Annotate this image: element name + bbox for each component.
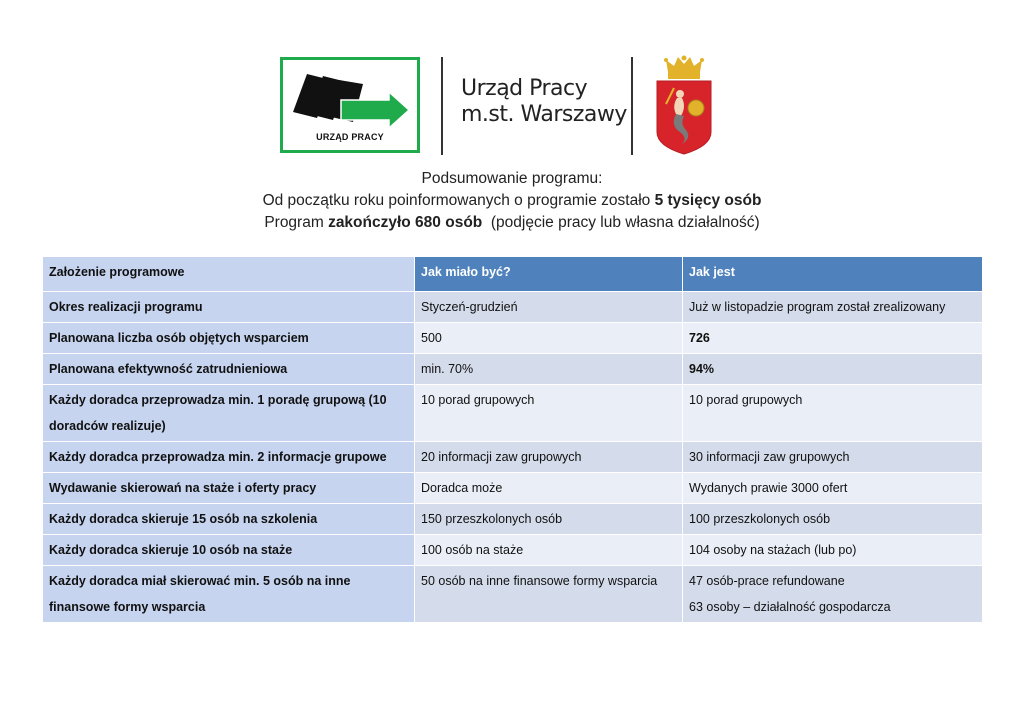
planned-cell: 100 osób na staże — [415, 535, 683, 566]
table-header-row — [43, 257, 983, 292]
column-header-actual: Jak jest — [683, 257, 983, 292]
table-row — [43, 385, 983, 442]
table-row — [43, 354, 983, 385]
summary-completed-suffix: (podjęcie pracy lub własna działalność) — [482, 214, 760, 231]
actual-cell: Wydanych prawie 3000 ofert — [683, 473, 983, 504]
summary-title: Podsumowanie programu: — [421, 170, 603, 187]
cards-arrow-icon — [283, 62, 417, 132]
assumption-cell: Wydawanie skierowań na staże i oferty pracy — [43, 473, 415, 504]
organization-name — [461, 76, 627, 128]
warsaw-coat-of-arms-icon — [652, 54, 716, 156]
urzad-pracy-logo — [280, 57, 420, 153]
planned-cell: 10 porad grupowych — [415, 385, 683, 442]
table-row — [43, 442, 983, 473]
planned-cell: 150 przeszkolonych osób — [415, 504, 683, 535]
actual-line: 63 osoby – działalność gospodarcza — [689, 600, 891, 614]
assumption-cell: Każdy doradca przeprowadza min. 1 poradę grupową (10 doradców realizuje) — [43, 385, 415, 442]
planned-cell: Styczeń-grudzień — [415, 292, 683, 323]
planned-cell: Doradca może — [415, 473, 683, 504]
actual-cell: 30 informacji zaw grupowych — [683, 442, 983, 473]
column-header-planned: Jak miało być? — [415, 257, 683, 292]
actual-cell — [683, 566, 983, 623]
assumption-cell: Każdy doradca skieruje 10 osób na staże — [43, 535, 415, 566]
summary-informed-count: 5 tysięcy osób — [654, 192, 762, 209]
actual-cell: 726 — [683, 323, 983, 354]
program-summary — [0, 168, 1024, 234]
program-results-table — [43, 257, 983, 623]
table-row — [43, 292, 983, 323]
planned-cell: 50 osób na inne finansowe formy wsparcia — [415, 566, 683, 623]
crown-icon — [664, 56, 704, 80]
separator — [441, 57, 443, 155]
summary-completed — [0, 212, 1024, 234]
assumption-cell: Każdy doradca miał skierować min. 5 osób na inne finansowe formy wsparcia — [43, 566, 415, 623]
column-header-assumption: Założenie programowe — [43, 257, 415, 292]
org-name-line2: m.st. Warszawy — [461, 102, 627, 127]
actual-cell: 10 porad grupowych — [683, 385, 983, 442]
table-row — [43, 504, 983, 535]
actual-cell: 104 osoby na stażach (lub po) — [683, 535, 983, 566]
assumption-cell: Okres realizacji programu — [43, 292, 415, 323]
actual-cell: 100 przeszkolonych osób — [683, 504, 983, 535]
summary-informed-text: Od początku roku poinformowanych o programie zostało — [262, 192, 655, 209]
assumption-cell: Planowana efektywność zatrudnieniowa — [43, 354, 415, 385]
table-row — [43, 473, 983, 504]
table-row — [43, 323, 983, 354]
summary-completed-count: zakończyło 680 osób — [328, 214, 483, 231]
actual-cell: Już w listopadzie program został zrealizowany — [683, 292, 983, 323]
actual-line: 47 osób-prace refundowane — [689, 574, 845, 588]
planned-cell: 500 — [415, 323, 683, 354]
separator — [631, 57, 633, 155]
planned-cell: min. 70% — [415, 354, 683, 385]
actual-cell: 94% — [683, 354, 983, 385]
assumption-cell: Każdy doradca przeprowadza min. 2 informacje grupowe — [43, 442, 415, 473]
planned-cell: 20 informacji zaw grupowych — [415, 442, 683, 473]
logo-text: URZĄD PRACY — [316, 132, 384, 142]
table-row — [43, 566, 983, 623]
org-name-line1: Urząd Pracy — [461, 76, 588, 101]
assumption-cell: Każdy doradca skieruje 15 osób na szkolenia — [43, 504, 415, 535]
summary-completed-prefix: Program — [264, 214, 329, 231]
summary-informed — [0, 190, 1024, 212]
assumption-cell: Planowana liczba osób objętych wsparciem — [43, 323, 415, 354]
header — [0, 52, 1024, 162]
table-row — [43, 535, 983, 566]
